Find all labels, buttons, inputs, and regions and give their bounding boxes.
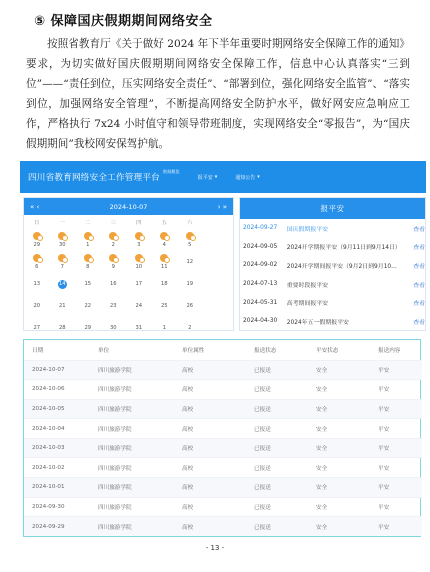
report-name: 2024开学期报平安（9月11日到9月14日） — [286, 245, 401, 252]
calendar-day[interactable] — [101, 254, 127, 270]
report-view-link[interactable]: 查看 — [413, 319, 425, 326]
table-cell: 已报送 — [246, 360, 308, 380]
report-name: 重要时段报平安 — [286, 282, 328, 289]
table-header-cell[interactable]: 报送状态 — [254, 347, 277, 354]
calendar-day-number: 25 — [160, 303, 168, 309]
table-cell: 四川旅游学院 — [90, 399, 174, 419]
table-cell: 高校 — [174, 438, 246, 458]
calendar-day[interactable] — [101, 325, 127, 331]
table-cell: 已报送 — [246, 438, 308, 458]
table-cell: 已报送 — [254, 387, 271, 394]
report-done-icon — [33, 232, 41, 240]
table-header-cell[interactable]: 报送内容 — [378, 347, 401, 354]
calendar-day-number: 30 — [109, 325, 117, 331]
report-panel — [239, 197, 426, 331]
report-done-icon — [58, 232, 66, 240]
calendar-grid — [24, 215, 233, 339]
table-cell: 安全 — [316, 465, 328, 472]
table-cell: 平安 — [370, 438, 422, 458]
report-done-icon — [160, 254, 168, 262]
calendar-day-number: 19 — [186, 281, 194, 287]
table-cell: 2024-09-29 — [24, 517, 90, 537]
report-done-icon — [186, 232, 194, 240]
table-cell: 平安 — [370, 360, 422, 380]
report-date: 2024-09-27 — [243, 225, 278, 232]
report-done-icon — [84, 232, 92, 240]
report-view-link[interactable]: 查看 — [413, 282, 425, 289]
table-row[interactable] — [24, 419, 422, 439]
calendar-day[interactable] — [24, 281, 50, 287]
calendar-day-number: 22 — [84, 303, 92, 309]
calendar-widget — [23, 197, 234, 331]
report-date: 2024-09-02 — [243, 262, 278, 269]
calendar-prev-buttons[interactable]: « ‹ — [30, 202, 40, 211]
table-row[interactable] — [24, 478, 422, 498]
table-row[interactable] — [24, 380, 422, 400]
table-cell: 安全 — [308, 438, 370, 458]
calendar-day-number: 15 — [84, 281, 92, 287]
table-cell: 四川旅游学院 — [90, 478, 174, 498]
calendar-day[interactable] — [75, 232, 101, 248]
calendar-day[interactable] — [126, 325, 152, 331]
table-cell: 平安 — [370, 478, 422, 498]
table-row[interactable] — [24, 458, 422, 478]
calendar-weekday: 日 — [34, 219, 40, 226]
calendar-week-row — [24, 229, 233, 251]
calendar-next-buttons[interactable]: › » — [217, 202, 227, 211]
calendar-day-number: 21 — [58, 303, 66, 309]
table-cell: 2024-09-30 — [32, 503, 65, 510]
calendar-day[interactable] — [152, 303, 178, 309]
report-view-link[interactable]: 查看 — [413, 263, 425, 270]
table-row[interactable] — [24, 360, 422, 380]
report-view-link[interactable]: 查看 — [413, 245, 425, 252]
calendar-day[interactable] — [50, 280, 76, 289]
calendar-day-number: 8 — [86, 264, 90, 270]
calendar-day-number: 28 — [58, 325, 66, 331]
calendar-day[interactable] — [75, 303, 101, 309]
table-cell: 已报送 — [246, 399, 308, 419]
table-cell: 安全 — [316, 387, 328, 394]
table-cell: 2024-10-07 — [24, 360, 90, 380]
calendar-day[interactable] — [50, 325, 76, 331]
table-cell: 平安 — [378, 465, 390, 472]
calendar-weekday: 六 — [187, 219, 193, 226]
calendar-day-number: 1 — [162, 325, 166, 331]
table-cell: 平安 — [370, 399, 422, 419]
calendar-weekday: 二 — [85, 219, 91, 226]
report-list-item[interactable] — [240, 275, 425, 294]
table-cell: 四川旅游学院 — [98, 426, 132, 433]
calendar-weekday: 三 — [110, 219, 116, 226]
report-name: 国庆假期报平安 — [286, 226, 328, 233]
page-number: - 13 - — [205, 544, 225, 552]
report-date: 2024-09-05 — [243, 243, 278, 250]
table-cell: 高校 — [174, 360, 246, 380]
table-cell: 2024-10-05 — [24, 399, 90, 419]
report-name: 2024年五一假期报平安 — [286, 319, 349, 326]
table-cell: 高校 — [174, 478, 246, 498]
table-cell: 四川旅游学院 — [98, 504, 132, 511]
calendar-day[interactable] — [24, 325, 50, 331]
calendar-day[interactable] — [101, 281, 127, 287]
calendar-day-number: 11 — [160, 264, 168, 270]
report-done-icon — [109, 232, 117, 240]
platform-title: 四川省教育网络安全工作管理平台 — [28, 173, 160, 183]
table-cell: 高校 — [182, 426, 194, 433]
table-cell: 四川旅游学院 — [98, 387, 132, 394]
table-row[interactable] — [24, 438, 422, 458]
calendar-day-number: 20 — [33, 303, 41, 309]
report-done-icon — [33, 254, 41, 262]
table-cell: 安全 — [308, 478, 370, 498]
calendar-day-number: 1 — [86, 242, 90, 248]
calendar-day[interactable] — [177, 281, 203, 287]
table-header-cell[interactable]: 单位 — [98, 347, 110, 354]
report-list — [240, 219, 425, 331]
table-header-cell[interactable]: 平安状态 — [316, 347, 339, 354]
table-cell: 平安 — [378, 504, 390, 511]
table-cell: 2024-10-03 — [24, 438, 90, 458]
calendar-day[interactable] — [177, 232, 203, 248]
report-done-icon — [160, 232, 168, 240]
calendar-day[interactable] — [75, 281, 101, 287]
table-cell: 平安 — [378, 426, 390, 433]
calendar-header — [24, 198, 233, 215]
nav-menu-notice-label: 通知公告 — [235, 174, 256, 181]
calendar-day-number: 2 — [111, 242, 115, 248]
platform-screenshot — [20, 161, 426, 541]
calendar-day[interactable] — [152, 254, 178, 270]
report-done-icon — [58, 254, 66, 262]
report-done-icon — [84, 254, 92, 262]
calendar-day[interactable] — [126, 303, 152, 309]
section-heading: ⑤ 保障国庆假期期间网络安全 — [34, 14, 213, 29]
report-view-link[interactable]: 查看 — [413, 301, 425, 308]
calendar-month: 2024-10-07 — [109, 202, 148, 211]
calendar-day-number: 23 — [109, 303, 117, 309]
calendar-day[interactable] — [75, 325, 101, 331]
chevron-down-icon: ▾ — [257, 174, 260, 180]
calendar-day-number: 2 — [188, 325, 192, 331]
report-table — [23, 339, 421, 537]
calendar-day[interactable] — [50, 254, 76, 270]
table-cell: 平安 — [378, 387, 390, 394]
report-done-icon — [135, 254, 143, 262]
calendar-week-row — [24, 273, 233, 295]
calendar-day-number: 13 — [33, 281, 41, 287]
table-cell: 高校 — [182, 387, 194, 394]
report-list-item[interactable] — [240, 312, 425, 331]
table-cell: 安全 — [308, 360, 370, 380]
table-body — [24, 360, 422, 536]
calendar-weekday: 四 — [136, 219, 142, 226]
report-list-item[interactable] — [240, 293, 425, 312]
calendar-weekday: 一 — [59, 219, 65, 226]
table-cell: 高校 — [174, 517, 246, 537]
table-cell: 已报送 — [254, 465, 271, 472]
report-date: 2024-05-31 — [243, 299, 278, 306]
report-name: 高考期间报平安 — [286, 301, 328, 308]
calendar-day[interactable] — [152, 281, 178, 287]
calendar-day-number: 18 — [160, 281, 168, 287]
calendar-day[interactable] — [101, 232, 127, 248]
calendar-day[interactable] — [50, 303, 76, 309]
calendar-day-number: 26 — [186, 303, 194, 309]
table-cell: 安全 — [308, 399, 370, 419]
table-cell: 已报送 — [246, 478, 308, 498]
table-cell: 高校 — [174, 399, 246, 419]
calendar-week-row — [24, 295, 233, 317]
table-row[interactable] — [24, 517, 422, 537]
calendar-day[interactable] — [126, 281, 152, 287]
calendar-day-number: 3 — [137, 242, 141, 248]
calendar-day-number: 10 — [135, 264, 143, 270]
table-cell: 2024-10-04 — [32, 425, 65, 432]
report-done-icon — [135, 232, 143, 240]
calendar-day[interactable] — [177, 325, 203, 331]
calendar-day-number: 9 — [111, 264, 115, 270]
table-cell: 高校 — [182, 504, 194, 511]
calendar-day-number: 6 — [35, 264, 39, 270]
calendar-day-number: 17 — [135, 281, 143, 287]
table-cell: 已报送 — [254, 504, 271, 511]
calendar-day[interactable] — [126, 232, 152, 248]
calendar-day-number: 27 — [33, 325, 41, 331]
calendar-day-number: 12 — [186, 259, 194, 265]
calendar-day[interactable] — [126, 254, 152, 270]
table-header-cell[interactable]: 日期 — [32, 347, 44, 354]
calendar-day-number: 29 — [84, 325, 92, 331]
top-navbar — [20, 161, 426, 193]
table-header-cell[interactable]: 单位属性 — [182, 347, 205, 354]
calendar-week-row — [24, 251, 233, 273]
platform-subtitle: 数据概览 — [162, 169, 180, 174]
calendar-day[interactable] — [177, 303, 203, 309]
table-cell: 四川旅游学院 — [90, 517, 174, 537]
calendar-weekday-row — [24, 215, 233, 229]
report-view-link[interactable]: 查看 — [413, 226, 425, 233]
table-cell: 四川旅游学院 — [90, 438, 174, 458]
calendar-day[interactable] — [24, 254, 50, 270]
table-cell: 2024-10-06 — [32, 386, 65, 393]
table-cell: 安全 — [308, 517, 370, 537]
calendar-day[interactable] — [177, 259, 203, 265]
calendar-day[interactable] — [75, 254, 101, 270]
table-row[interactable] — [24, 497, 422, 517]
calendar-day-number: 29 — [33, 242, 41, 248]
calendar-day[interactable] — [24, 303, 50, 309]
table-cell: 2024-10-02 — [32, 464, 65, 471]
calendar-day-number: 30 — [58, 242, 66, 248]
calendar-day[interactable] — [152, 232, 178, 248]
report-panel-title: 报平安 — [240, 198, 425, 219]
report-list-item[interactable] — [240, 219, 425, 238]
calendar-week-row — [24, 317, 233, 339]
nav-menu-report[interactable] — [198, 174, 218, 181]
table-row[interactable] — [24, 399, 422, 419]
report-list-item[interactable] — [240, 238, 425, 257]
table-cell: 安全 — [316, 426, 328, 433]
table-cell: 四川旅游学院 — [98, 465, 132, 472]
chevron-down-icon: ▾ — [214, 174, 218, 180]
calendar-day[interactable] — [101, 303, 127, 309]
table-cell: 2024-10-01 — [24, 478, 90, 498]
calendar-day[interactable] — [152, 325, 178, 331]
calendar-day[interactable] — [24, 232, 50, 248]
table-cell: 已报送 — [246, 517, 308, 537]
calendar-weekday: 五 — [161, 219, 167, 226]
calendar-day-number: 14 — [58, 280, 66, 287]
nav-menu-report-label: 报平安 — [197, 174, 213, 181]
table-cell: 已报送 — [254, 426, 271, 433]
calendar-day-number: 7 — [60, 264, 64, 270]
calendar-day-number: 31 — [135, 325, 143, 331]
report-date: 2024-07-13 — [243, 281, 278, 288]
body-paragraph: 按照省教育厅《关于做好 2024 年下半年重要时期网络安全保障工作的通知》要求，为切实做好国庆假期期间网络安全保障工作，信息中心认真落实“三到位”——“责任到位，压实网络安全责任”、“部署到位，强化网络安全监管”、“落实到位，加强网络安全管理”，不断提高网络安全防护水平，做好网安应急响应工作，严格执行 7x24 小时值守和领导带班制度，实现网络安全“零报告”，为“国庆假期期间”我校网安保驾护航。 — [26, 38, 410, 150]
calendar-day-number: 4 — [162, 242, 166, 248]
table-cell: 平安 — [370, 517, 422, 537]
report-date: 2024-04-30 — [243, 318, 278, 325]
calendar-day-number: 5 — [188, 242, 192, 248]
calendar-day-number: 16 — [109, 281, 117, 287]
calendar-day[interactable] — [50, 232, 76, 248]
report-list-item[interactable] — [240, 256, 425, 275]
report-done-icon — [109, 254, 117, 262]
table-cell: 高校 — [182, 465, 194, 472]
table-cell: 安全 — [316, 504, 328, 511]
report-name: 2024开学期间报平安（9月2日到9月10... — [286, 263, 397, 270]
calendar-day-number: 24 — [135, 303, 143, 309]
table-cell: 四川旅游学院 — [90, 360, 174, 380]
nav-menu-notice[interactable] — [235, 174, 260, 181]
table-header-row — [24, 340, 422, 360]
